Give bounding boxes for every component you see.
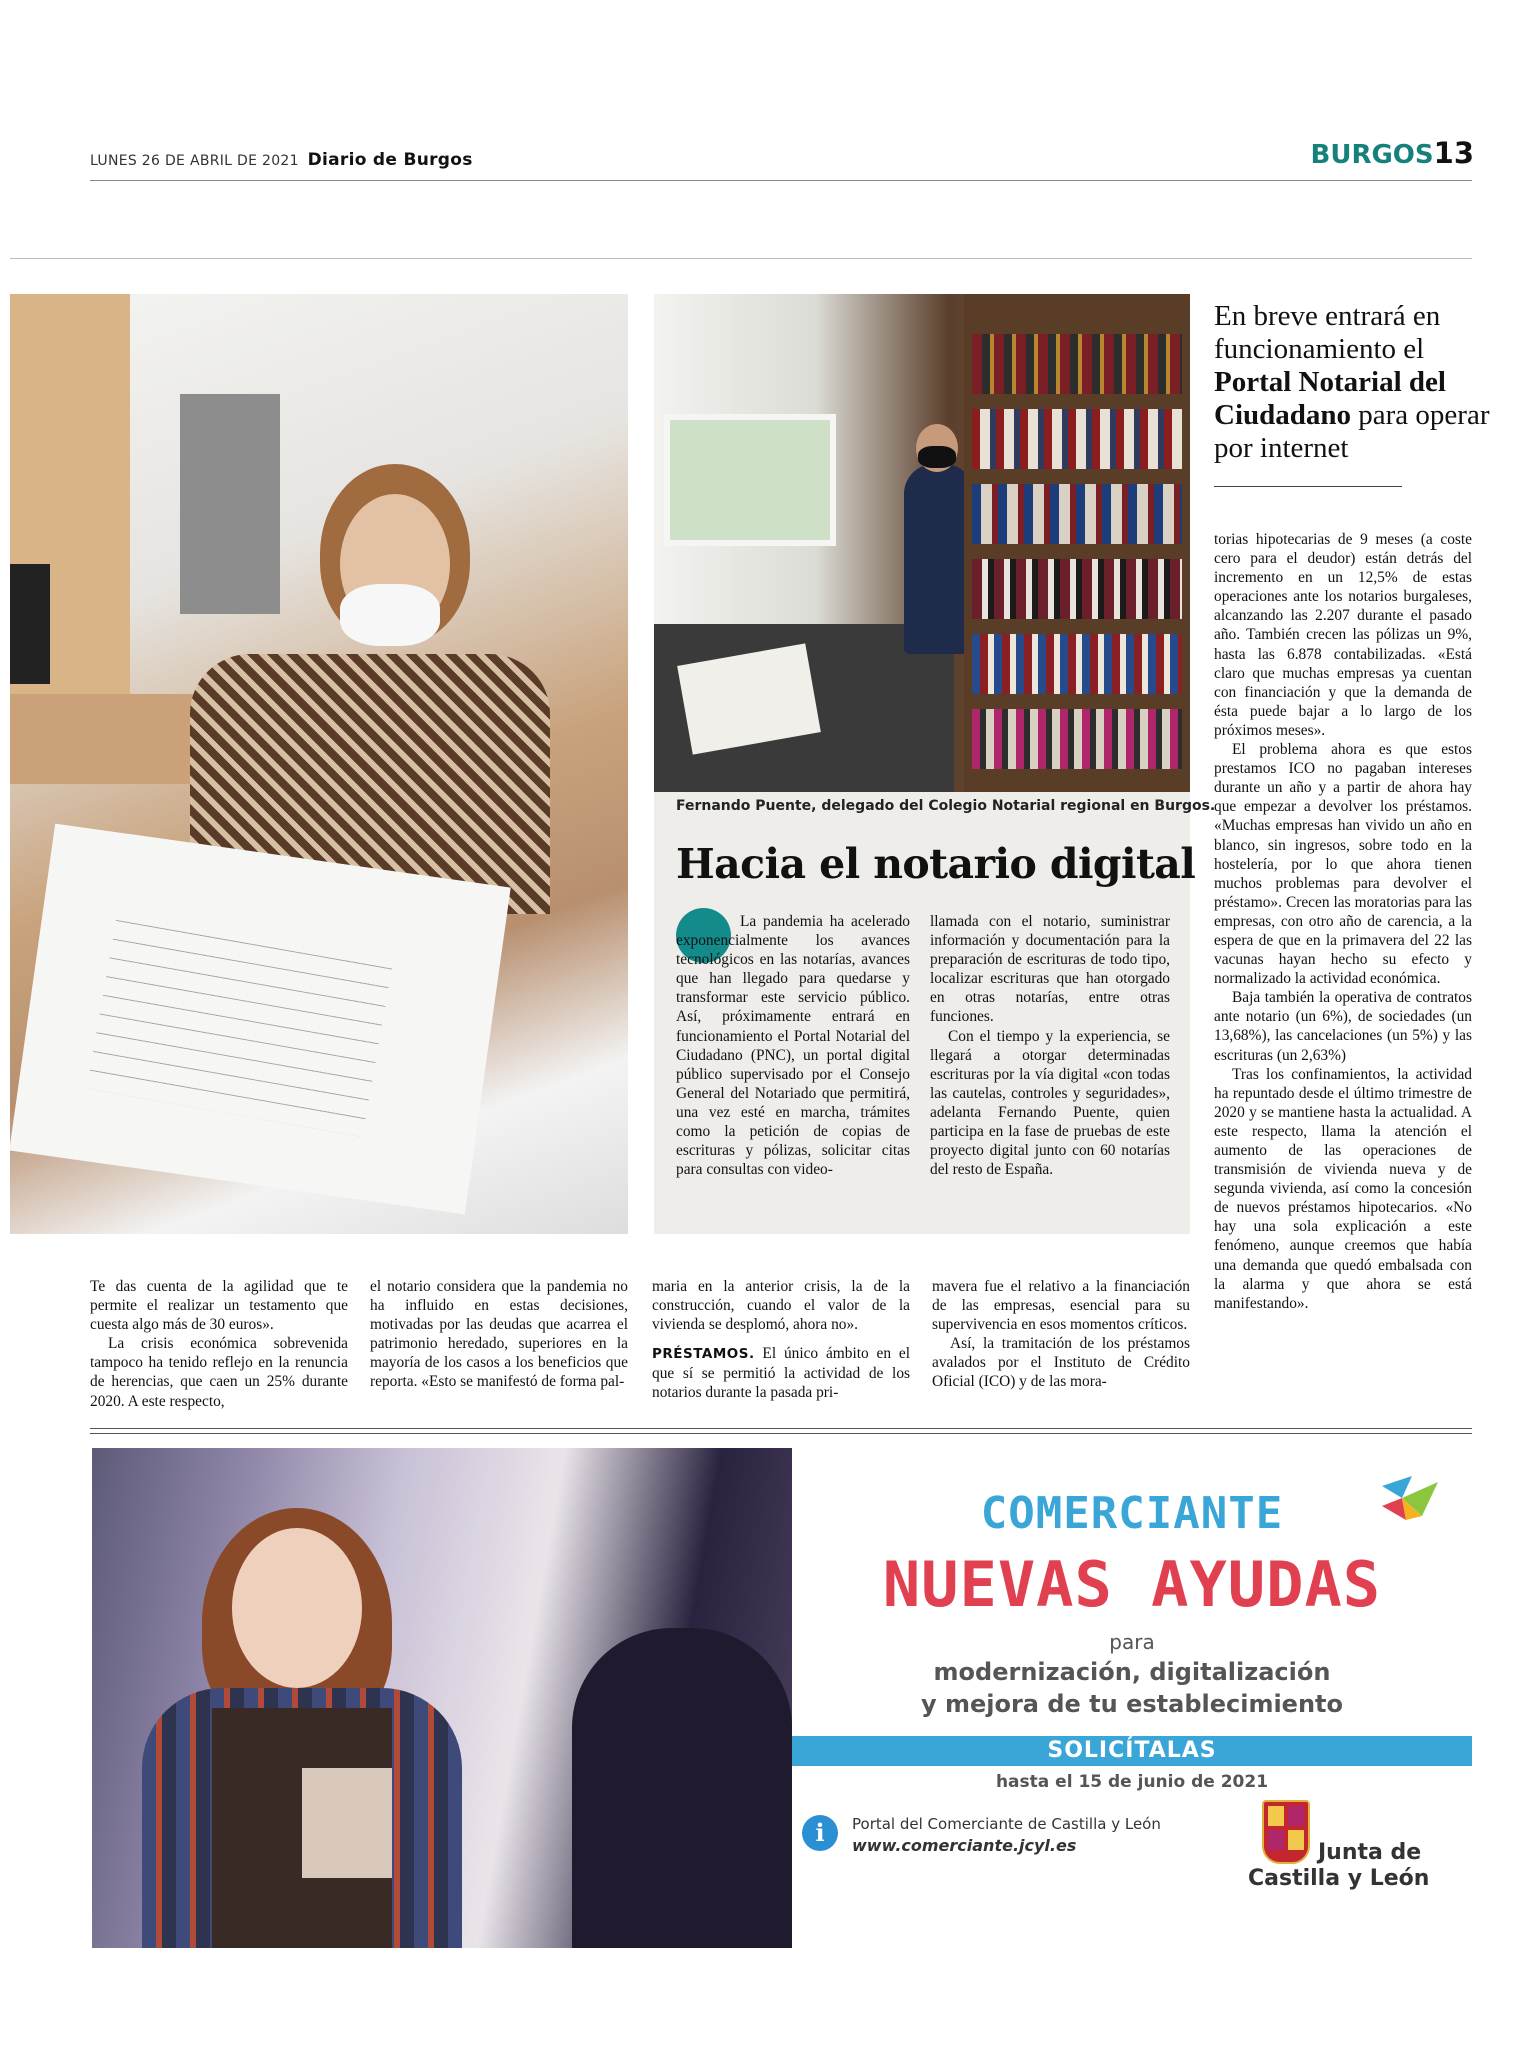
col3-paragraph-1: maria en la anterior crisis, la de la construcción, cuando el valor de la vivienda se desplomó, ahora no». [652,1278,910,1334]
col5-paragraph-2: El problema ahora es que estos prestamos ICO no pagaban intereses durante un año y a partir de ahora hay que empezar a devolver los préstamos. «Muchas empresas han vivido un año en blanco, sin ingresos, sobre todo en la hostelería, por lo que ahora tienen muchos problemas para devolver el préstamo». Crecen las moratorias para las empresas, con otro año de carencia, a la espera de que en la primavera del 22 las vacunas hayan hecho su efecto y normalizado la actividad económica. [1214,741,1472,988]
box-paragraph-1: La pandemia ha acelerado exponencialmente los avances tecnológicos en las notarías, avances que han llegado para quedarse y transformar este servicio público. Así, próximamente entrará en funcionamiento el Portal Notarial del Ciudadano (PNC), un portal digital público supervisado por el Consejo General del Notariado que permitirá, una vez esté en marcha, trámites como la petición de copias de escrituras y pólizas, solicitar citas para consultas con video- [676,913,910,1179]
photo-printer [180,394,280,614]
ad-junta-line1: Junta de [1318,1840,1422,1865]
col5-paragraph-3: Baja también la operativa de contratos ante notario (un 6%), de sociedades (un 13,68%), las cancelaciones (un 5%) y las escrituras (un 2,63%) [1214,989,1472,1064]
ad-deadline: hasta el 15 de junio de 2021 [995,1772,1269,1792]
header-rule [90,180,1472,181]
box-column-2 [930,912,1170,1179]
col4-paragraph-1: mavera fue el relativo a la financiación de las empresas, esencial para su supervivencia en esos momentos críticos. [932,1278,1190,1334]
side-headline-rule [1214,486,1402,487]
article-column-1 [90,1277,348,1411]
photo-window [664,414,836,546]
side-headline [1214,300,1494,465]
box-headline: Hacia el notario digital [676,840,1196,888]
article-column-4 [932,1277,1190,1392]
photo-black-mask [918,446,956,468]
ad-photo-paper-bag [302,1768,392,1878]
section-kicker: PRÉSTAMOS. [652,1346,755,1363]
photo-books-row1 [972,334,1182,394]
ad-title-nuevas-ayudas: NUEVAS AYUDAS [882,1548,1382,1621]
col3-paragraph-2 [652,1344,910,1402]
article-column-2 [370,1277,628,1392]
page-header-left [90,150,473,170]
box-column-1 [676,912,910,1179]
photo-books-row3 [972,484,1182,544]
info-icon: i [802,1815,838,1851]
side-headline-bold: Portal Notarial del Ciudadano [1214,366,1446,431]
ad-photo-face [232,1528,362,1688]
ad-title-comerciante: COMERCIANTE [980,1488,1284,1539]
ad-photo-shopkeeper [92,1448,792,1948]
col1-paragraph-2: La crisis económica sobrevenida tampoco ha tenido reflejo en la renuncia de herencias, que caen un 25% durante 2020. A este respecto, [90,1335,348,1410]
header-date: LUNES 26 DE ABRIL DE 2021 [90,153,299,169]
photo-mask [340,584,440,646]
photo-books-row4 [972,559,1182,619]
photo-books-row6 [972,709,1182,769]
photo-office-worker [10,294,628,1234]
ad-photo-customer [572,1628,792,1948]
coat-of-arms-icon [1262,1800,1310,1864]
box-paragraph-3: Con el tiempo y la experiencia, se llegará a otorgar determinadas escrituras por la vía digital «con todas las cautelas, controles y seguridades», adelanta Fernando Puente, quien participa en la fase de pruebas de este proyecto digital junto con 60 notarías del resto de España. [930,1027,1170,1179]
side-headline-part1: En breve entrará en funcionamiento el [1214,300,1441,365]
ad-subtitle-2: y mejora de tu establecimiento [920,1690,1344,1718]
side-headline-part2: para operar por internet [1214,399,1490,464]
ad-subtitle-1: modernización, digitalización [933,1658,1331,1686]
col4-paragraph-2: Así, la tramitación de los préstamos avalados por el Instituto de Crédito Oficial (ICO) y de las mora- [932,1335,1190,1391]
photo-books-row2 [972,409,1182,469]
photo-notary-library [654,294,1190,792]
photo-caption: Fernando Puente, delegado del Colegio Notarial regional en Burgos. [676,798,1216,814]
ad-junta-line2: Castilla y León [1248,1866,1430,1891]
article-column-3 [652,1277,910,1403]
header-section: BURGOS [1310,140,1434,170]
ad-website-link[interactable]: www.comerciante.jcyl.es [852,1836,1077,1855]
photo-monitor [10,564,50,684]
ad-top-rule-1 [90,1428,1472,1429]
col5-paragraph-1: torias hipotecarias de 9 meses (a coste cero para el deudor) están detrás del incremento en un 12,5% de estas operaciones ante los notarios burgaleses, alcanzando las 2.207 durante el pasado año. También crecen las pólizas un 9%, hasta las 6.878 contabilizadas. «Está claro que muchas empresas ya cuentan con financiación y que la demanda de ésta puede bajar a lo largo de los próximos meses». [1214,531,1472,739]
photo-books-row5 [972,634,1182,694]
ad-para: para [1109,1630,1155,1654]
ad-band-text: SOLICÍTALAS [1047,1738,1217,1763]
box-paragraph-2: llamada con el notario, suministrar información y documentación para la preparación de escrituras de todo tipo, localizar escrituras que han otorgado en otras notarías, entre otras funciones. [930,913,1170,1026]
col2-paragraph-1: el notario considera que la pandemia no ha influido en estas decisiones, motivadas por las deudas que acarrea el patrimonio heredado, superiores en la mayoría de los casos a los beneficios que reporta. «Esto se manifestó de forma pal- [370,1278,628,1391]
ad-portal-name: Portal del Comerciante de Castilla y León [852,1815,1161,1833]
top-rule [10,258,1472,259]
col3-paragraph-2-text: El único ámbito en el que sí se permitió la actividad de los notarios durante la pasada pri- [652,1345,910,1402]
header-page-number: 13 [1433,136,1474,170]
col5-paragraph-4: Tras los confinamientos, la actividad ha repuntado desde el último trimestre de 2020 y se mantiene hasta la actualidad. A este respecto, llama la atención el aumento de las operaciones de transmisión de vivienda nueva y de segunda vivienda, así como la concesión de nuevos préstamos hipotecarios. «No hay una sola explicación a este fenómeno, aunque creemos que había una demanda que quedó embalsada con la alarma y que ahora se está manifestando». [1214,1065,1472,1312]
article-column-5 [1214,530,1472,1313]
ad-top-rule-2 [90,1433,1472,1434]
col1-paragraph-1: Te das cuenta de la agilidad que te permite el realizar un testamento que cuesta algo más de 30 euros». [90,1278,348,1334]
header-newspaper-name: Diario de Burgos [307,150,473,170]
page-header-right [1311,136,1474,170]
